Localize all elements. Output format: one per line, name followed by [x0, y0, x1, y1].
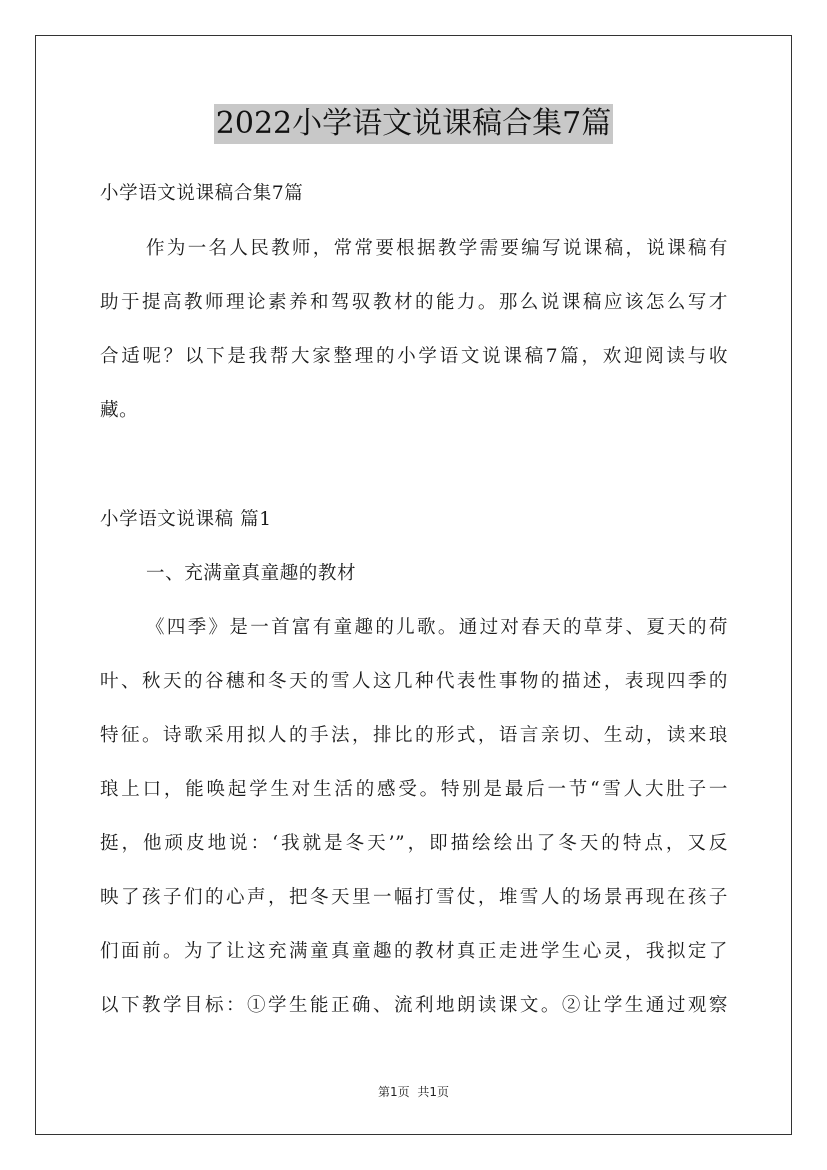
body-line: 挺，他顽皮地说：‘我就是冬天’”，即描绘绘出了冬天的特点，又反 [100, 833, 728, 854]
intro-line: 助于提高教师理论素养和驾驭教材的能力。那么说课稿应该怎么写才 [100, 292, 728, 313]
body-line: 以下教学目标：①学生能正确、流利地朗读课文。②让学生通过观察 [100, 995, 728, 1016]
page-total: 共1页 [417, 1085, 450, 1099]
subsection-heading: 一、充满童真童趣的教材 [146, 563, 357, 584]
title-container [0, 104, 827, 144]
body-line: 们面前。为了让这充满童真童趣的教材真正走进学生心灵，我拟定了 [100, 941, 728, 962]
document-subtitle: 小学语文说课稿合集7篇 [100, 183, 304, 204]
document-title: 2022小学语文说课稿合集7篇 [214, 104, 613, 144]
page-number: 第1页 [377, 1085, 410, 1099]
section-heading: 小学语文说课稿 篇1 [100, 509, 272, 530]
body-line: 叶、秋天的谷穗和冬天的雪人这几种代表性事物的描述，表现四季的 [100, 671, 728, 692]
intro-line: 合适呢？以下是我帮大家整理的小学语文说课稿7篇，欢迎阅读与收 [100, 346, 728, 367]
body-line: 《四季》是一首富有童趣的儿歌。通过对春天的草芽、夏天的荷 [146, 617, 728, 638]
intro-line: 藏。 [100, 400, 139, 421]
body-line: 特征。诗歌采用拟人的手法，排比的形式，语言亲切、生动，读来琅 [100, 725, 728, 746]
body-line: 映了孩子们的心声，把冬天里一幅打雪仗，堆雪人的场景再现在孩子 [100, 887, 728, 908]
page-footer [0, 1084, 827, 1100]
intro-line: 作为一名人民教师，常常要根据教学需要编写说课稿，说课稿有 [146, 238, 728, 259]
body-line: 琅上口，能唤起学生对生活的感受。特别是最后一节“雪人大肚子一 [100, 779, 728, 800]
